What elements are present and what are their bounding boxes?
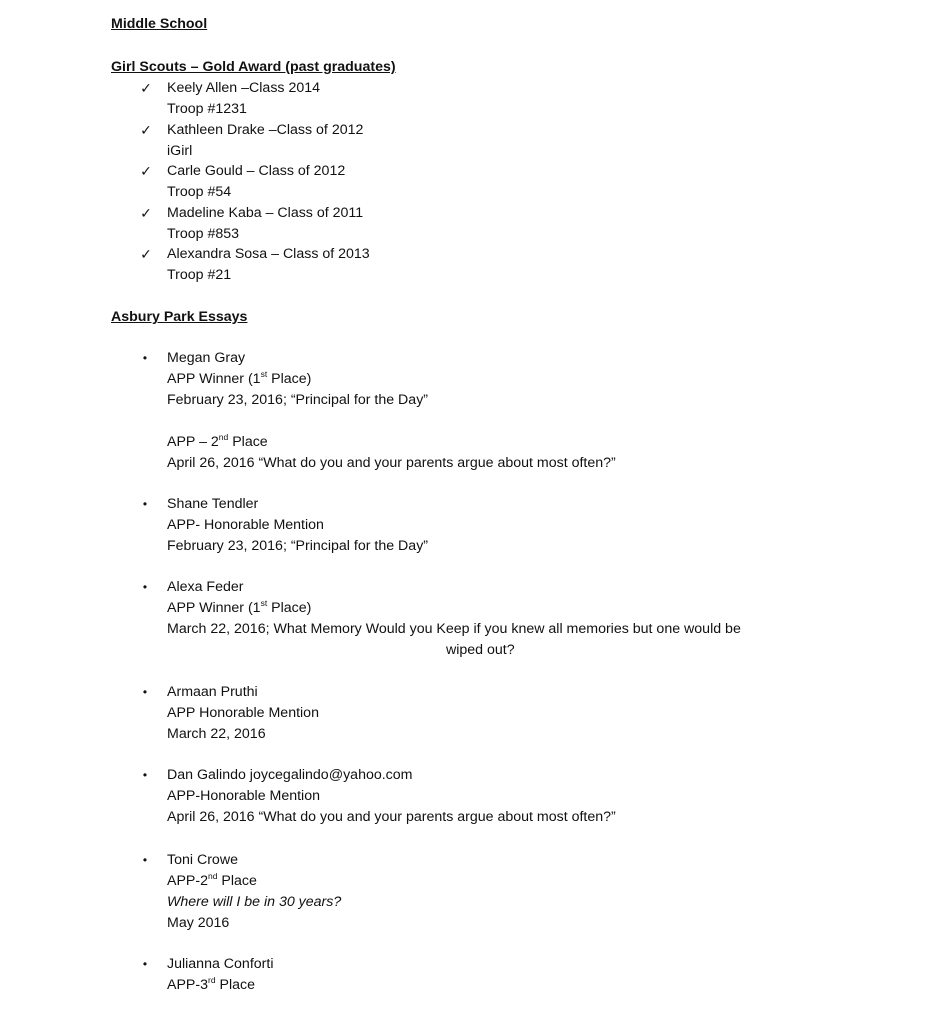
checkmark-icon: ✓ bbox=[140, 163, 152, 179]
list-item bbox=[167, 244, 370, 286]
bullet-icon: • bbox=[142, 580, 148, 594]
essay-award: APP-Honorable Mention bbox=[167, 788, 320, 804]
bullet-icon: • bbox=[142, 351, 148, 365]
scout-detail: Troop #1231 bbox=[167, 101, 247, 117]
bullet-icon: • bbox=[142, 957, 148, 971]
heading-middle-school: Middle School bbox=[111, 16, 208, 32]
essay-award: APP Winner (1st Place) bbox=[167, 369, 312, 387]
scout-detail: Troop #853 bbox=[167, 226, 240, 242]
essay-award: APP-3rd Place bbox=[167, 975, 256, 993]
checkmark-icon: ✓ bbox=[140, 246, 152, 262]
list-item bbox=[167, 494, 428, 557]
list-item bbox=[167, 78, 320, 120]
essay-topic: March 22, 2016; What Memory Would you Keep if you knew all memories but one would be bbox=[167, 621, 741, 637]
scout-detail: iGirl bbox=[167, 143, 193, 159]
scout-name: Madeline Kaba – Class of 2011 bbox=[167, 205, 364, 221]
scout-name: Alexandra Sosa – Class of 2013 bbox=[167, 246, 370, 262]
scout-name: Kathleen Drake –Class of 2012 bbox=[167, 122, 364, 138]
essay-award: APP-2nd Place bbox=[167, 871, 257, 889]
essay-date: March 22, 2016 bbox=[167, 726, 266, 742]
checkmark-icon: ✓ bbox=[140, 205, 152, 221]
scout-name: Keely Allen –Class 2014 bbox=[167, 80, 321, 96]
bullet-icon: • bbox=[142, 768, 148, 782]
bullet-icon: • bbox=[142, 685, 148, 699]
essay-date: April 26, 2016 “What do you and your parents argue about most often?” bbox=[167, 455, 616, 471]
list-item bbox=[167, 203, 363, 245]
list-item bbox=[167, 954, 273, 996]
scout-detail: Troop #21 bbox=[167, 267, 232, 283]
list-item bbox=[167, 577, 741, 661]
essay-topic-continued: wiped out? bbox=[446, 642, 515, 658]
essay-award: APP Honorable Mention bbox=[167, 705, 319, 721]
scout-detail: Troop #54 bbox=[167, 184, 232, 200]
bullet-icon: • bbox=[142, 853, 148, 867]
essay-date: April 26, 2016 “What do you and your parents argue about most often?” bbox=[167, 809, 616, 825]
essay-date: February 23, 2016; “Principal for the Day” bbox=[167, 538, 429, 554]
essay-name: Shane Tendler bbox=[167, 496, 259, 512]
essay-name: Alexa Feder bbox=[167, 579, 244, 595]
list-item bbox=[167, 120, 363, 162]
scout-name: Carle Gould – Class of 2012 bbox=[167, 163, 346, 179]
essay-name: Dan Galindo joycegalindo@yahoo.com bbox=[167, 767, 413, 783]
essay-award: APP- Honorable Mention bbox=[167, 517, 324, 533]
checkmark-icon: ✓ bbox=[140, 122, 152, 138]
checkmark-icon: ✓ bbox=[140, 80, 152, 96]
essay-date: February 23, 2016; “Principal for the Day” bbox=[167, 392, 429, 408]
essay-name: Julianna Conforti bbox=[167, 956, 274, 972]
list-item bbox=[167, 850, 341, 934]
list-item bbox=[167, 348, 616, 474]
spacer bbox=[167, 411, 616, 432]
essay-date: May 2016 bbox=[167, 915, 230, 931]
essay-name: Toni Crowe bbox=[167, 852, 238, 868]
list-item bbox=[167, 682, 319, 745]
essay-name: Megan Gray bbox=[167, 350, 246, 366]
essay-topic: Where will I be in 30 years? bbox=[167, 894, 342, 910]
heading-girl-scouts: Girl Scouts – Gold Award (past graduates) bbox=[111, 59, 396, 75]
bullet-icon: • bbox=[142, 497, 148, 511]
essay-award: APP Winner (1st Place) bbox=[167, 598, 312, 616]
list-item bbox=[167, 161, 345, 203]
essay-name: Armaan Pruthi bbox=[167, 684, 258, 700]
heading-asbury-park-essays: Asbury Park Essays bbox=[111, 309, 248, 325]
list-item bbox=[167, 765, 616, 828]
essay-award: APP – 2nd Place bbox=[167, 432, 268, 450]
